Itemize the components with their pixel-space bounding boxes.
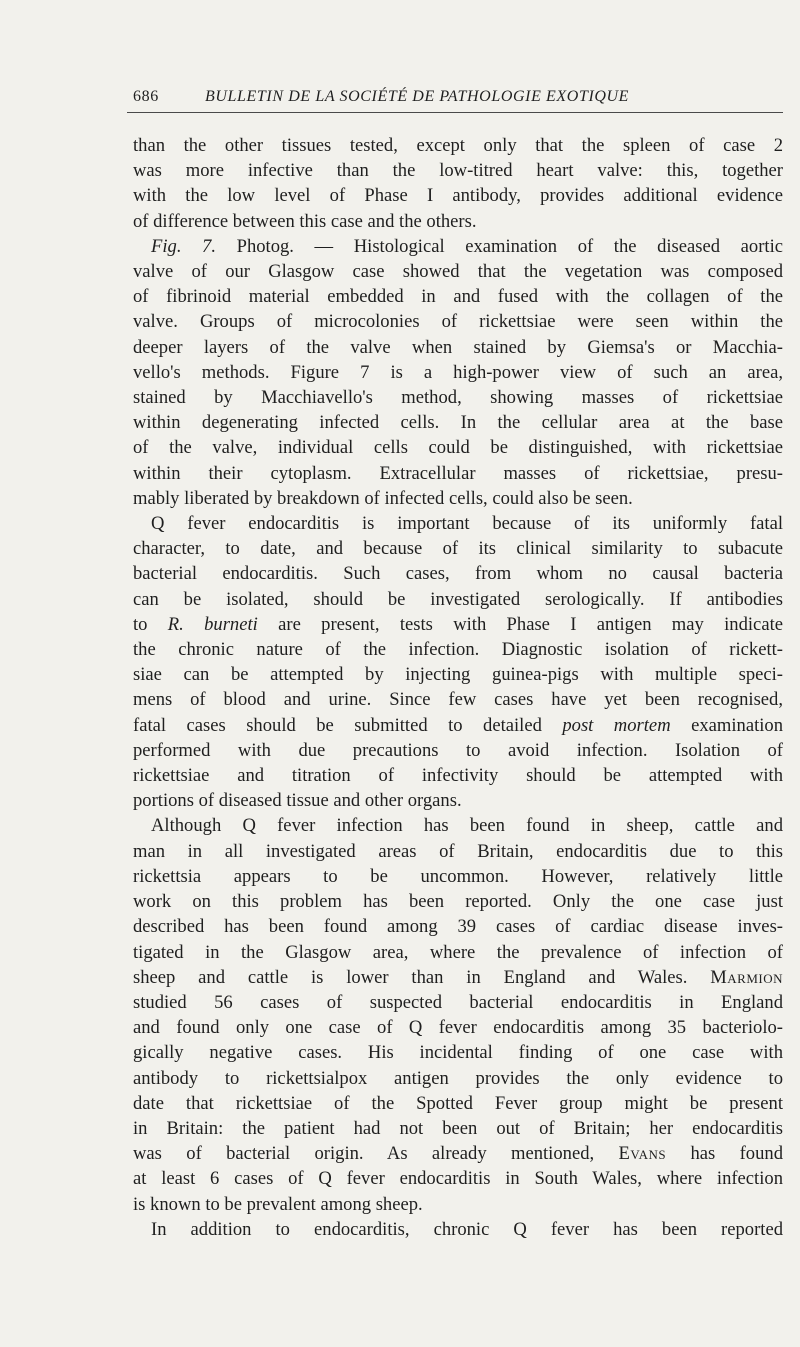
paragraph-continuation xyxy=(133,133,783,234)
page-number: 686 xyxy=(133,88,159,105)
text-span: Photog. — Histological examination of the diseased aortic xyxy=(216,235,783,257)
text-line: in Britain: the patient had not been out of Britain; her endocarditis xyxy=(133,1117,783,1139)
text-line: can be isolated, should be investigated serologically. If antibodies xyxy=(133,588,783,610)
text-line: siae can be attempted by injecting guinea-pigs with multiple speci- xyxy=(133,664,783,686)
text-line: performed with due precautions to avoid infection. Isolation of xyxy=(133,739,783,761)
text-line: character, to date, and because of its clinical similarity to subacute xyxy=(133,538,783,560)
text-line xyxy=(133,713,783,738)
text-line: and found only one case of Q fever endocarditis among 35 bacteriolo- xyxy=(133,1017,783,1039)
species-name: R. burneti xyxy=(167,613,258,635)
text-line: rickettsiae and titration of infectivity should be attempted with xyxy=(133,765,783,787)
text-line: of difference between this case and the others. xyxy=(133,210,477,232)
text-line: mens of blood and urine. Since few cases have yet been recognised, xyxy=(133,689,783,711)
text-line xyxy=(133,1141,783,1166)
text-span: fatal cases should be submitted to detailed xyxy=(133,714,563,736)
text-line: valve of our Glasgow case showed that the vegetation was composed xyxy=(133,261,783,283)
text-line: mably liberated by breakdown of infected cells, could also be seen. xyxy=(133,487,633,509)
author-name: Evans xyxy=(618,1143,667,1165)
text-line: In addition to endocarditis, chronic Q fever has been reported xyxy=(151,1218,783,1240)
text-line: date that rickettsiae of the Spotted Fever group might be present xyxy=(133,1092,783,1114)
text-line: at least 6 cases of Q fever endocarditis in South Wales, where infection xyxy=(133,1168,783,1190)
text-span: sheep and cattle is lower than in England and Wales. xyxy=(133,966,711,988)
text-line: the chronic nature of the infection. Diagnostic isolation of rickett- xyxy=(133,639,783,661)
text-line: work on this problem has been reported. Only the one case just xyxy=(133,891,783,913)
text-line: with the low level of Phase I antibody, provides additional evidence xyxy=(133,185,783,207)
text-line: is known to be prevalent among sheep. xyxy=(133,1193,423,1215)
text-line: stained by Macchiavello's method, showing masses of rickettsiae xyxy=(133,387,783,409)
running-title: BULLETIN DE LA SOCIÉTÉ DE PATHOLOGIE EXOTIQUE xyxy=(205,88,630,105)
text-line xyxy=(133,612,783,637)
text-span: examination xyxy=(670,714,784,736)
text-span: was of bacterial origin. As already mentioned, xyxy=(133,1143,619,1165)
paragraph-q-fever-endocarditis xyxy=(133,511,783,813)
text-line: portions of diseased tissue and other organs. xyxy=(133,790,462,812)
article-body xyxy=(133,133,783,1242)
paragraph-chronic-q-fever xyxy=(133,1217,783,1242)
text-line: vello's methods. Figure 7 is a high-power view of such an area, xyxy=(133,361,783,383)
paragraph-figure-description xyxy=(133,234,783,511)
text-line: within degenerating infected cells. In the cellular area at the base xyxy=(133,412,783,434)
text-span: has found xyxy=(666,1143,783,1165)
text-line: Q fever endocarditis is important because of its uniformly fatal xyxy=(151,513,783,535)
text-line: described has been found among 39 cases of cardiac disease inves- xyxy=(133,916,783,938)
text-line: of fibrinoid material embedded in and fused with the collagen of the xyxy=(133,286,783,308)
text-line: of the valve, individual cells could be distinguished, with rickettsiae xyxy=(133,437,783,459)
text-line: antibody to rickettsialpox antigen provides the only evidence to xyxy=(133,1067,783,1089)
text-line xyxy=(133,234,783,259)
text-line: within their cytoplasm. Extracellular masses of rickettsiae, presu- xyxy=(133,462,783,484)
text-line: was more infective than the low-titred heart valve: this, together xyxy=(133,160,783,182)
author-name: Marmion xyxy=(710,966,783,988)
text-line: gically negative cases. His incidental finding of one case with xyxy=(133,1042,783,1064)
text-line: man in all investigated areas of Britain, endocarditis due to this xyxy=(133,840,783,862)
text-span: are present, tests with Phase I antigen may indicate xyxy=(257,613,783,635)
latin-term: post mortem xyxy=(562,714,671,736)
figure-label: Fig. 7. xyxy=(151,235,217,257)
text-span: to xyxy=(133,613,168,635)
text-line: Although Q fever infection has been found in sheep, cattle and xyxy=(151,815,783,837)
page-header xyxy=(133,84,783,114)
text-line xyxy=(133,965,783,990)
text-line: valve. Groups of microcolonies of rickettsiae were seen within the xyxy=(133,311,783,333)
text-line: tigated in the Glasgow area, where the prevalence of infection of xyxy=(133,941,783,963)
text-line: deeper layers of the valve when stained by Giemsa's or Macchia- xyxy=(133,336,783,358)
text-line: studied 56 cases of suspected bacterial endocarditis in England xyxy=(133,991,783,1013)
text-line: than the other tissues tested, except only that the spleen of case 2 xyxy=(133,135,783,156)
text-line: rickettsia appears to be uncommon. However, relatively little xyxy=(133,865,783,887)
text-line: bacterial endocarditis. Such cases, from whom no causal bacteria xyxy=(133,563,783,585)
paragraph-britain xyxy=(133,813,783,1216)
header-rule xyxy=(127,112,783,113)
